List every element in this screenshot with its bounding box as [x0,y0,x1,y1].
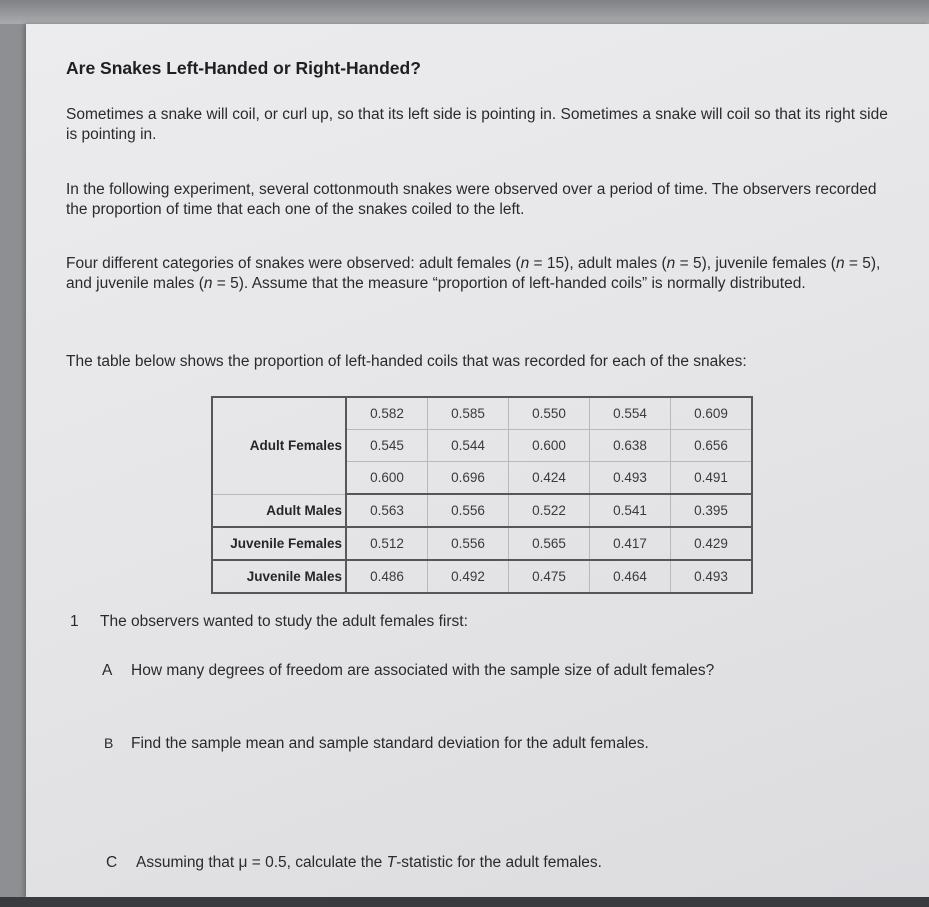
n-symbol: n [203,275,213,292]
part-b-letter: B [104,735,114,751]
part-a-letter: A [102,662,113,679]
categories-text: = 5), and juvenile males ( [66,255,881,292]
monitor-top-edge [0,0,929,24]
part-c-text-after: -statistic for the adult females. [396,854,602,871]
coil-proportion-table [211,396,753,594]
row-label-adult-males: Adult Males [212,494,346,527]
table-cell: 0.563 [346,494,428,527]
experiment-paragraph: In the following experiment, several cottonmouth snakes were observed over a period of time. The observers recorded the proportion of time that each one of the snakes coiled to the left. [66,181,877,218]
part-a-text: How many degrees of freedom are associated with the sample size of adult females? [131,662,715,679]
table-cell: 0.600 [509,430,590,462]
table-cell: 0.541 [590,494,671,527]
document-title: Are Snakes Left-Handed or Right-Handed? [66,58,421,78]
table-cell: 0.395 [671,494,753,527]
table-cell: 0.696 [428,462,509,495]
table-cell: 0.554 [590,397,671,430]
table-cell: 0.512 [346,527,428,560]
monitor-bottom-edge [0,897,929,907]
part-c-text-before: Assuming that μ = 0.5, calculate the [136,854,387,871]
categories-text: = 5). Assume that the measure “proportion of left-handed coils” is normally distributed. [212,275,806,292]
table-cell: 0.556 [428,527,509,560]
table-cell: 0.582 [346,397,428,430]
table-row [212,560,752,593]
n-symbol: n [835,255,845,272]
table-cell: 0.464 [590,560,671,593]
categories-text: = 5), juvenile females ( [675,255,836,272]
t-symbol: T [386,854,397,871]
table-cell: 0.545 [346,430,428,462]
table-cell: 0.475 [509,560,590,593]
table-cell: 0.486 [346,560,428,593]
table-cell: 0.493 [671,560,753,593]
table-cell: 0.544 [428,430,509,462]
table-row [212,397,752,430]
table-cell: 0.556 [428,494,509,527]
part-c-letter: C [106,854,118,871]
table-intro-paragraph: The table below shows the proportion of left-handed coils that was recorded for each of the snakes: [66,353,747,370]
categories-text: = 15), adult males ( [529,255,667,272]
table-cell: 0.550 [509,397,590,430]
table-cell: 0.522 [509,494,590,527]
document-page [26,24,929,897]
table-cell: 0.424 [509,462,590,495]
table-cell: 0.417 [590,527,671,560]
question-number: 1 [70,613,79,630]
row-label-juvenile-males: Juvenile Males [212,560,346,593]
part-c-text [136,854,602,872]
row-label-juvenile-females: Juvenile Females [212,527,346,560]
table-cell: 0.493 [590,462,671,495]
table-cell: 0.492 [428,560,509,593]
part-b-text: Find the sample mean and sample standard deviation for the adult females. [131,735,649,752]
table-cell: 0.638 [590,430,671,462]
table-row [212,494,752,527]
intro-paragraph: Sometimes a snake will coil, or curl up, so that its left side is pointing in. Sometimes a snake will coil so that its right side is pointing in. [66,106,888,143]
table-cell: 0.429 [671,527,753,560]
table-cell: 0.600 [346,462,428,495]
row-label-adult-females: Adult Females [212,397,346,494]
categories-text: Four different categories of snakes were observed: adult females ( [66,255,521,272]
table-cell: 0.609 [671,397,753,430]
categories-paragraph [66,254,896,294]
table-row [212,527,752,560]
table-cell: 0.491 [671,462,753,495]
table-cell: 0.656 [671,430,753,462]
table-cell: 0.565 [509,527,590,560]
table-cell: 0.585 [428,397,509,430]
n-symbol: n [520,255,530,272]
n-symbol: n [666,255,676,272]
question-text: The observers wanted to study the adult females first: [100,613,468,630]
